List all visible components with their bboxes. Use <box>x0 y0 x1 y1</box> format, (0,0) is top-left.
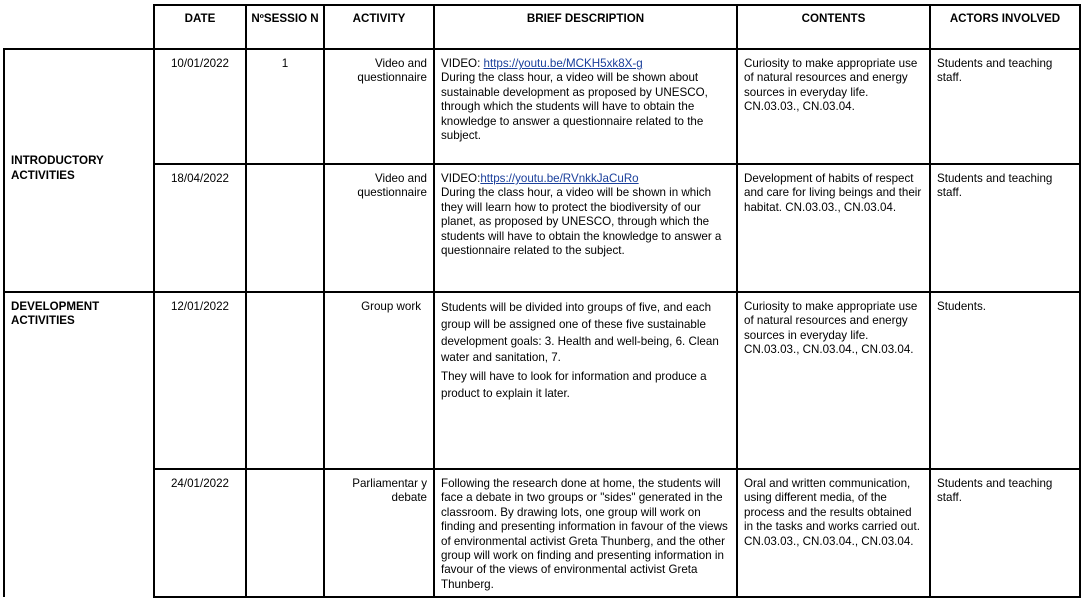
video-link[interactable]: https://youtu.be/RVnkkJaCuRo <box>480 172 639 185</box>
header-description: BRIEF DESCRIPTION <box>434 5 737 49</box>
table-row <box>4 469 1080 597</box>
row-activity: Parliamentar y debate <box>324 469 434 597</box>
row-date: 24/01/2022 <box>154 469 246 597</box>
row-contents: Oral and written communication, using different media, of the process and the results obtained in the tasks and works carried out. CN.03.03., CN.03.04., CN.03.04. <box>737 469 930 597</box>
row-session <box>246 292 324 469</box>
description-text: Students will be divided into groups of five, and each group will be assigned one of these five sustainable development goals: 3. Health and well-being, 6. Clean water and sanitation, 7. <box>441 301 719 365</box>
video-label: VIDEO: <box>441 57 484 70</box>
row-description <box>434 49 737 164</box>
row-activity: Group work <box>324 292 434 469</box>
row-activity: Video and questionnaire <box>324 49 434 164</box>
row-actors: Students and teaching staff. <box>930 49 1080 164</box>
row-description <box>434 292 737 469</box>
description-text: During the class hour, a video will be shown in which they will learn how to protect the biodiversity of our planet, as proposed by UNESCO, through which the students will have to obtain the knowledge to answer a questionnaire related to the subject. <box>441 186 722 258</box>
row-date: 10/01/2022 <box>154 49 246 164</box>
header-row <box>4 5 1080 49</box>
row-contents: Development of habits of respect and care for living beings and their habitat. CN.03.03., CN.03.04. <box>737 164 930 292</box>
row-actors: Students. <box>930 292 1080 469</box>
row-session <box>246 469 324 597</box>
header-session: NºSESSIO N <box>246 5 324 49</box>
row-activity: Video and questionnaire <box>324 164 434 292</box>
row-description <box>434 164 737 292</box>
row-date: 18/04/2022 <box>154 164 246 292</box>
row-contents: Curiosity to make appropriate use of natural resources and energy sources in everyday life. CN.03.03., CN.03.04., CN.03.04. <box>737 292 930 469</box>
table-row <box>4 292 1080 469</box>
row-description: Following the research done at home, the students will face a debate in two groups or "sides" generated in the classroom. By drawing lots, one group will work on finding and presenting information in favour of the views of environmental activist Greta Thunberg, and the other group will work on finding and presenting information in favour of the views of environmental activist Greta Thunberg. <box>434 469 737 597</box>
category-development: DEVELOPMENT ACTIVITIES <box>4 292 154 597</box>
row-actors: Students and teaching staff. <box>930 164 1080 292</box>
header-activity: ACTIVITY <box>324 5 434 49</box>
table-row <box>4 164 1080 292</box>
header-date: DATE <box>154 5 246 49</box>
row-contents: Curiosity to make appropriate use of natural resources and energy sources in everyday life. CN.03.03., CN.03.04. <box>737 49 930 164</box>
header-actors: ACTORS INVOLVED <box>930 5 1080 49</box>
video-link[interactable]: https://youtu.be/MCKH5xk8X-g <box>483 57 643 70</box>
table-row <box>4 49 1080 164</box>
activities-table <box>3 4 1081 598</box>
header-contents: CONTENTS <box>737 5 930 49</box>
description-text-2: They will have to look for information and produce a product to explain it later. <box>441 370 707 400</box>
category-introductory: INTRODUCTORY ACTIVITIES <box>4 49 154 292</box>
row-session: 1 <box>246 49 324 164</box>
row-session <box>246 164 324 292</box>
row-date: 12/01/2022 <box>154 292 246 469</box>
row-actors: Students and teaching staff. <box>930 469 1080 597</box>
description-text: During the class hour, a video will be shown about sustainable development as proposed by UNESCO, through which the students will have to obtain the knowledge to answer a questionnaire related to the subject. <box>441 71 708 143</box>
corner-cell <box>4 5 154 49</box>
video-label: VIDEO: <box>441 172 481 185</box>
